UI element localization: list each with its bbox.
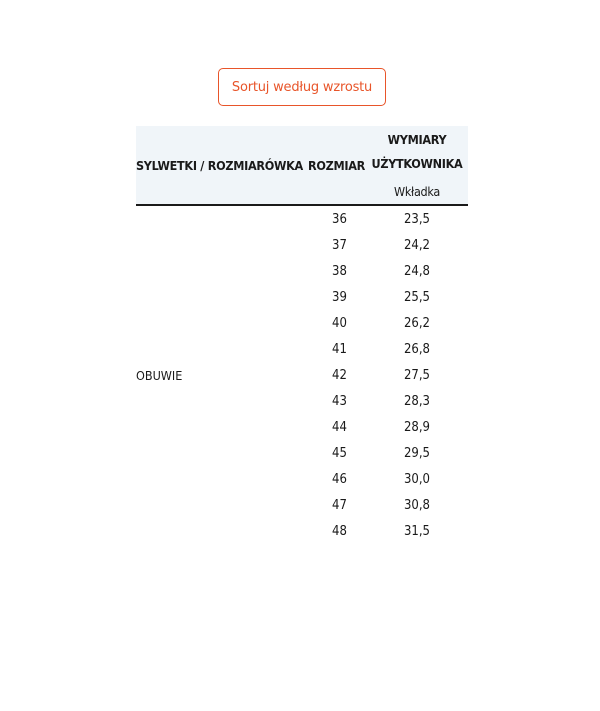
size-cell: 41 [332, 341, 347, 357]
insole-cell: 31,5 [403, 523, 431, 539]
insole-cell: 23,5 [403, 211, 431, 227]
insole-cell: 28,9 [403, 419, 431, 435]
size-cell: 46 [332, 471, 347, 487]
size-cell: 42 [332, 367, 347, 383]
size-cell: 38 [332, 263, 347, 279]
insole-cell: 24,2 [403, 237, 431, 253]
header-insole: Wkładka [366, 178, 468, 204]
insole-cell: 28,3 [403, 393, 431, 409]
header-user-measures [366, 126, 468, 178]
category-cell: OBUWIE [136, 367, 183, 383]
header-user-measures-line2: UŻYTKOWNIKA [371, 156, 463, 171]
size-cell: 37 [332, 237, 347, 253]
header-user-measures-line1: WYMIARY [387, 132, 447, 147]
insole-cell: 26,8 [403, 341, 431, 357]
size-cell: 36 [332, 211, 347, 227]
table-header [136, 126, 468, 205]
insole-cell: 30,0 [403, 471, 431, 487]
table-body [136, 205, 468, 544]
insole-cell: 24,8 [403, 263, 431, 279]
header-silhouette: SYLWETKI / ROZMIARÓWKA [136, 126, 308, 204]
size-cell: 47 [332, 497, 347, 513]
insole-cell: 25,5 [403, 289, 431, 305]
header-size: ROZMIAR [308, 126, 366, 204]
size-cell: 45 [332, 445, 347, 461]
insole-cell: 29,5 [403, 445, 431, 461]
insole-cell: 30,8 [403, 497, 431, 513]
size-cell: 48 [332, 523, 347, 539]
size-cell: 43 [332, 393, 347, 409]
size-cell: 40 [332, 315, 347, 331]
table-row [136, 205, 468, 232]
insole-cell: 26,2 [403, 315, 431, 331]
size-chart-table [136, 126, 468, 544]
size-cell: 39 [332, 289, 347, 305]
insole-cell: 27,5 [403, 367, 431, 383]
sort-by-height-button[interactable]: Sortuj według wzrostu [218, 68, 386, 106]
size-cell: 44 [332, 419, 347, 435]
